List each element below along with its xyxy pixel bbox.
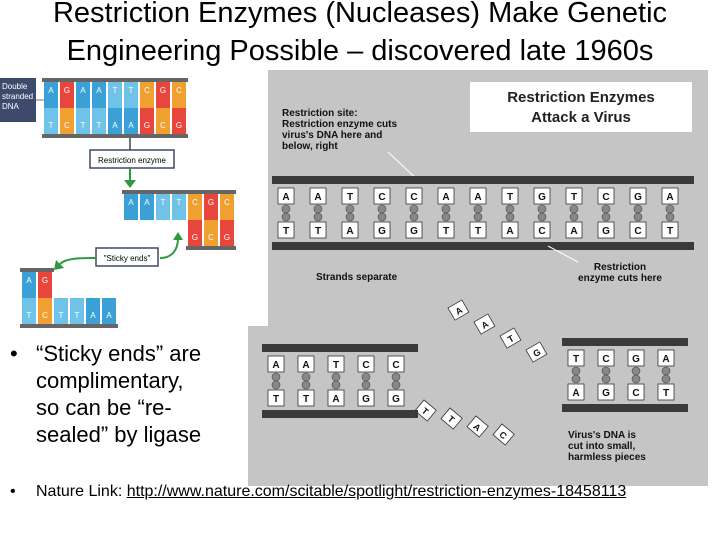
base-block — [140, 82, 154, 108]
svg-text:C: C — [410, 192, 418, 203]
svg-text:G: G — [41, 276, 49, 285]
base-block — [44, 82, 58, 108]
svg-text:G: G — [207, 198, 215, 207]
base-block — [102, 298, 116, 324]
virus-attack-diagram — [248, 70, 708, 486]
svg-text:C: C — [64, 121, 70, 130]
base-block — [124, 194, 138, 220]
svg-text:G: G — [602, 388, 610, 399]
svg-text:T: T — [74, 311, 80, 320]
svg-text:T: T — [160, 198, 166, 207]
bullet-nature-link — [10, 483, 710, 501]
svg-text:A: A — [112, 121, 118, 130]
base-block — [70, 298, 84, 324]
svg-text:T: T — [572, 354, 580, 365]
base-block — [204, 194, 218, 220]
base-block — [22, 298, 36, 324]
base-block — [188, 220, 202, 246]
svg-text:C: C — [144, 86, 150, 95]
sticky-ends-label-box — [96, 248, 158, 266]
svg-text:G: G — [143, 121, 151, 130]
svg-text:T: T — [48, 121, 54, 130]
svg-text:G: G — [159, 86, 167, 95]
svg-text:Restriction enzyme: Restriction enzyme — [97, 156, 167, 165]
svg-text:C: C — [392, 360, 400, 371]
svg-text:A: A — [479, 318, 491, 331]
svg-text:A: A — [128, 198, 134, 207]
svg-text:A: A — [282, 192, 290, 203]
svg-text:C: C — [634, 226, 642, 237]
svg-text:A: A — [48, 86, 54, 95]
svg-text:A: A — [96, 86, 102, 95]
svg-text:A: A — [662, 354, 670, 365]
base-block — [54, 298, 68, 324]
svg-text:A: A — [128, 121, 134, 130]
svg-text:T: T — [176, 198, 182, 207]
svg-text:T: T — [346, 192, 354, 203]
svg-text:A: A — [572, 388, 580, 399]
base-block — [60, 82, 74, 108]
svg-text:G: G — [362, 394, 370, 405]
virus-diagram-title-box — [470, 82, 692, 132]
base-block — [188, 194, 202, 220]
base-block — [204, 220, 218, 246]
svg-text:"Sticky ends": "Sticky ends" — [103, 254, 151, 263]
link-bullet-text — [36, 483, 710, 501]
svg-text:A: A — [453, 304, 465, 317]
svg-text:C: C — [632, 388, 640, 399]
base-block — [124, 108, 138, 134]
base-block — [140, 108, 154, 134]
svg-text:T: T — [445, 413, 457, 425]
svg-text:A: A — [90, 311, 96, 320]
svg-text:G: G — [602, 226, 610, 237]
svg-text:A: A — [570, 226, 578, 237]
svg-text:C: C — [224, 198, 230, 207]
base-block — [156, 194, 170, 220]
cut-dna — [122, 190, 236, 250]
base-block — [92, 108, 106, 134]
svg-text:A: A — [332, 394, 340, 405]
slide-title: Restriction Enzymes (Nucleases) Make Genetic Engineering Possible – discovered late 1960s — [52, 0, 668, 67]
svg-text:DoublestrandedDNA: Double stranded DNA — [2, 82, 34, 111]
svg-text:A: A — [314, 192, 322, 203]
svg-text:A: A — [474, 192, 482, 203]
svg-text:C: C — [208, 233, 214, 242]
svg-text:C: C — [42, 311, 48, 320]
base-block — [108, 82, 122, 108]
svg-text:A: A — [471, 421, 483, 434]
svg-text:Restriction EnzymesAttack a Vi: Restriction Enzymes Attack a Virus — [507, 89, 655, 126]
enzyme-label-box — [90, 150, 174, 168]
svg-text:G: G — [632, 354, 640, 365]
base-block — [38, 298, 52, 324]
svg-text:G: G — [175, 121, 183, 130]
base-block — [44, 108, 58, 134]
svg-text:C: C — [160, 121, 166, 130]
svg-text:A: A — [144, 198, 150, 207]
svg-text:T: T — [128, 86, 134, 95]
svg-text:C: C — [602, 354, 610, 365]
base-block — [108, 108, 122, 134]
base-block — [220, 194, 234, 220]
svg-text:T: T — [332, 360, 340, 371]
bullet-icon: • — [10, 483, 16, 500]
svg-text:A: A — [346, 226, 354, 237]
base-block — [140, 194, 154, 220]
svg-text:A: A — [666, 192, 674, 203]
svg-text:T: T — [570, 192, 578, 203]
svg-text:G: G — [531, 346, 543, 360]
svg-text:A: A — [302, 360, 310, 371]
svg-text:G: G — [634, 192, 642, 203]
base-block — [172, 108, 186, 134]
svg-text:T: T — [272, 394, 280, 405]
harmless-pieces-label: Virus's DNA is cut into small, harmless pieces — [568, 430, 646, 463]
base-block — [76, 82, 90, 108]
base-block — [38, 272, 52, 298]
bullet-icon: • — [10, 341, 18, 366]
svg-text:T: T — [506, 192, 514, 203]
base-block — [92, 82, 106, 108]
svg-text:T: T — [442, 226, 450, 237]
base-block — [172, 82, 186, 108]
link-prefix: Nature Link: — [36, 483, 127, 500]
restriction-enzyme-diagram — [0, 72, 265, 332]
svg-text:T: T — [112, 86, 118, 95]
base-block — [76, 108, 90, 134]
svg-text:G: G — [378, 226, 386, 237]
dna-label-box — [0, 78, 36, 122]
double-strand-dna — [42, 78, 188, 138]
bullet-text: “Sticky ends” are complimentary, so can be “re- sealed” by ligase — [36, 341, 202, 447]
svg-text:G: G — [392, 394, 400, 405]
svg-text:A: A — [26, 276, 32, 285]
svg-text:A: A — [442, 192, 450, 203]
svg-text:G: G — [63, 86, 71, 95]
svg-text:A: A — [80, 86, 86, 95]
base-block — [60, 108, 74, 134]
svg-text:G: G — [410, 226, 418, 237]
svg-text:C: C — [378, 192, 386, 203]
svg-text:T: T — [302, 394, 310, 405]
svg-text:G: G — [538, 192, 546, 203]
nature-link[interactable]: http://www.nature.com/scitable/spotlight/restriction-enzymes-18458113 — [126, 483, 627, 500]
svg-text:T: T — [58, 311, 64, 320]
base-block — [86, 298, 100, 324]
svg-text:G: G — [191, 233, 199, 242]
bullet-sticky-ends — [10, 340, 240, 448]
svg-text:A: A — [106, 311, 112, 320]
base-block — [156, 82, 170, 108]
svg-text:T: T — [96, 121, 102, 130]
enzyme-cuts-label: Restriction enzyme cuts here — [578, 262, 662, 284]
svg-text:C: C — [176, 86, 182, 95]
svg-text:T: T — [662, 388, 670, 399]
dna-fragment — [20, 268, 118, 328]
svg-text:A: A — [272, 360, 280, 371]
svg-text:T: T — [314, 226, 322, 237]
svg-text:T: T — [474, 226, 482, 237]
svg-text:G: G — [223, 233, 231, 242]
restriction-site-label: Restriction site: Restriction enzyme cuts virus's DNA here and below, right — [282, 108, 398, 152]
base-block — [172, 194, 186, 220]
base-block — [124, 82, 138, 108]
svg-text:C: C — [538, 226, 546, 237]
svg-text:A: A — [506, 226, 514, 237]
svg-text:T: T — [506, 333, 516, 345]
svg-text:C: C — [497, 429, 509, 442]
base-block — [156, 108, 170, 134]
svg-text:C: C — [602, 192, 610, 203]
svg-text:T: T — [80, 121, 86, 130]
svg-text:T: T — [26, 311, 32, 320]
svg-text:C: C — [192, 198, 198, 207]
svg-text:T: T — [666, 226, 674, 237]
base-block — [220, 220, 234, 246]
svg-text:T: T — [282, 226, 290, 237]
svg-text:T: T — [419, 405, 431, 417]
strands-separate-label: Strands separate — [316, 272, 398, 283]
base-block — [22, 272, 36, 298]
svg-text:C: C — [362, 360, 370, 371]
